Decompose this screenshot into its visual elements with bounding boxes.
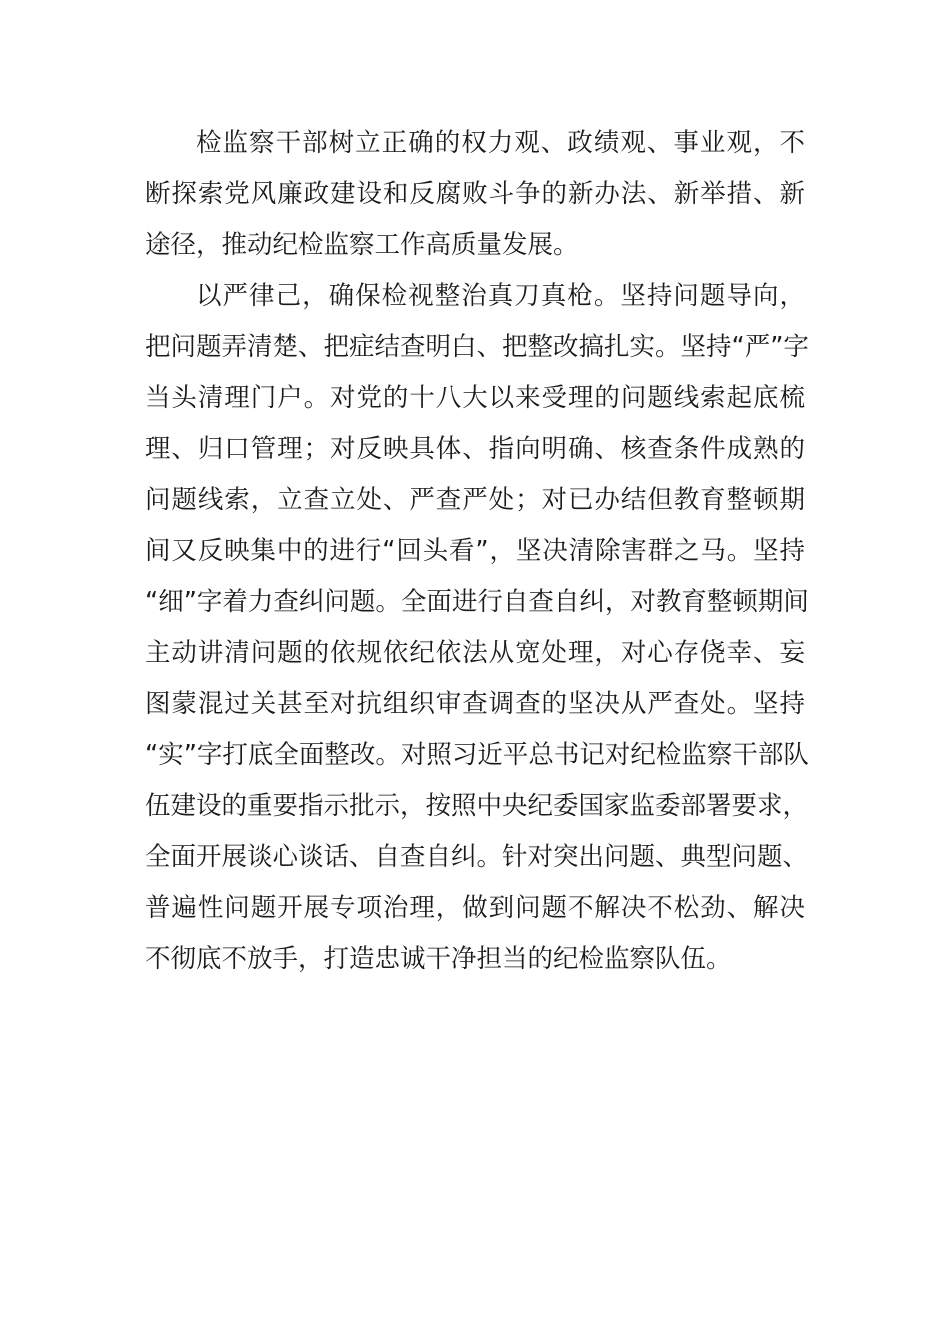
paragraph-line: 不彻底不放手，打造忠诚干净担当的纪检监察队伍。 bbox=[145, 944, 732, 974]
paragraph-line: 理、归口管理；对反映具体、指向明确、核查条件成熟的 bbox=[145, 434, 805, 464]
paragraph-line: “细”字着力查纠问题。全面进行自查自纠，对教育整顿期间 bbox=[145, 587, 809, 617]
paragraph-line: 伍建设的重要指示批示，按照中央纪委国家监委部署要求， bbox=[145, 791, 809, 821]
paragraph-line: 主动讲清问题的依规依纪依法从宽处理，对心存侥幸、妄 bbox=[145, 638, 805, 668]
paragraph-line: 问题线索，立查立处、严查严处；对已办结但教育整顿期 bbox=[145, 485, 805, 515]
paragraph-line: 断探索党风廉政建设和反腐败斗争的新办法、新举措、新 bbox=[145, 179, 805, 209]
paragraph-line: 把问题弄清楚、把症结查明白、把整改搞扎实。坚持“严”字 bbox=[145, 332, 809, 362]
paragraph-line: 普遍性问题开展专项治理，做到问题不解决不松劲、解决 bbox=[145, 893, 805, 923]
paragraph-line: 图蒙混过关甚至对抗组织审查调查的坚决从严查处。坚持 bbox=[145, 689, 805, 719]
paragraph-line: 间又反映集中的进行“回头看”，坚决清除害群之马。坚持 bbox=[145, 536, 805, 566]
paragraph-line: 以严律己，确保检视整治真刀真枪。坚持问题导向， bbox=[196, 281, 805, 311]
paragraph-line: “实”字打底全面整改。对照习近平总书记对纪检监察干部队 bbox=[145, 740, 809, 770]
paragraph-line: 检监察干部树立正确的权力观、政绩观、事业观，不 bbox=[196, 128, 805, 158]
paragraph-line: 途径，推动纪检监察工作高质量发展。 bbox=[145, 230, 579, 260]
paragraph-line: 当头清理门户。对党的十八大以来受理的问题线索起底梳 bbox=[145, 383, 805, 413]
paragraph-line: 全面开展谈心谈话、自查自纠。针对突出问题、典型问题、 bbox=[145, 842, 809, 872]
body-text bbox=[145, 118, 809, 985]
